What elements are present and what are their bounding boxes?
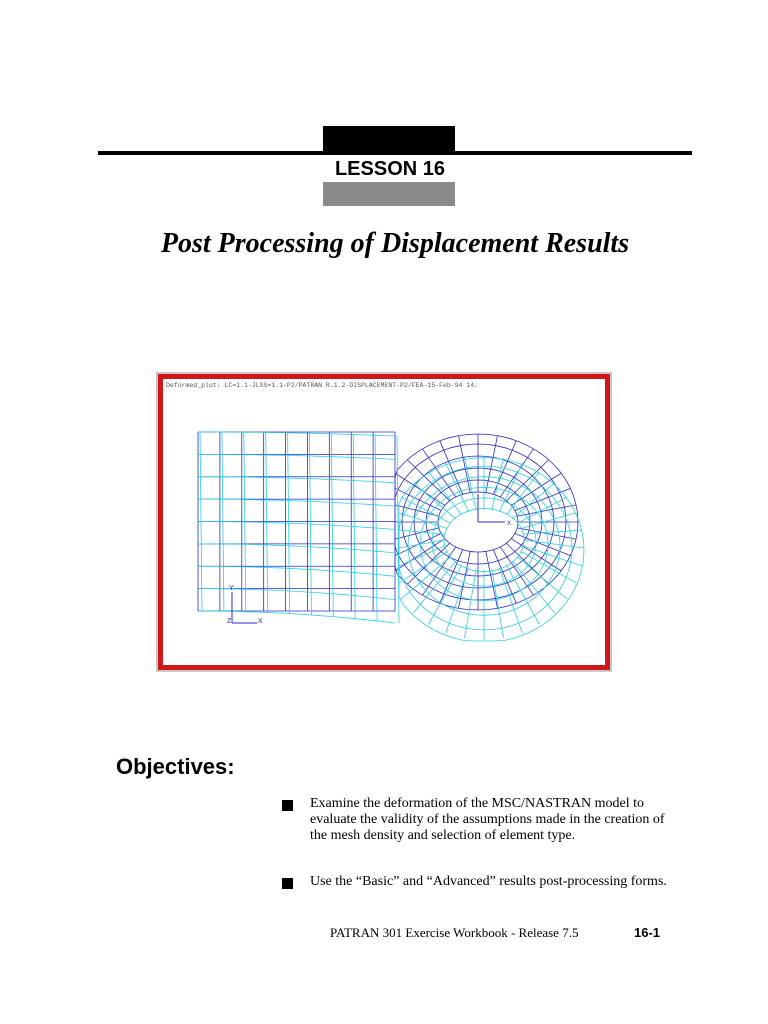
- x-axis-label: X: [258, 618, 263, 625]
- objective-text: Examine the deformation of the MSC/NASTRAN model to evaluate the validity of the assumptions made in the creation of the mesh density and selection of element type.: [310, 796, 665, 843]
- lesson-header-gray-block: [323, 182, 455, 206]
- lesson-title: Post Processing of Displacement Results: [160, 228, 630, 259]
- header-rule: [98, 151, 692, 155]
- figure-caption: Deformed_plot: LC=1.1-JLSS=1.1-P2/PATRAN R.1.2-DISPLACEMENT-P2/FEA-15-Feb-94 14:: [166, 382, 479, 389]
- bullet-icon: [282, 878, 293, 889]
- objective-text: Use the “Basic” and “Advanced” results post-processing forms.: [310, 874, 667, 889]
- y-axis-label: Y: [229, 585, 234, 592]
- z-axis-label: Z: [227, 618, 232, 625]
- hole-x-label: X: [507, 521, 512, 527]
- deformed-mesh: [198, 432, 584, 641]
- lesson-label: LESSON 16: [334, 158, 446, 180]
- deformed-mesh-plot: [163, 379, 605, 665]
- coordinate-triad: [232, 592, 257, 623]
- bullet-icon: [282, 800, 293, 811]
- objectives-heading: Objectives:: [116, 754, 235, 779]
- footer-workbook-title: PATRAN 301 Exercise Workbook - Release 7.5: [330, 925, 579, 940]
- lesson-header-black-block: [323, 126, 455, 154]
- footer-page-number: 16-1: [634, 925, 661, 940]
